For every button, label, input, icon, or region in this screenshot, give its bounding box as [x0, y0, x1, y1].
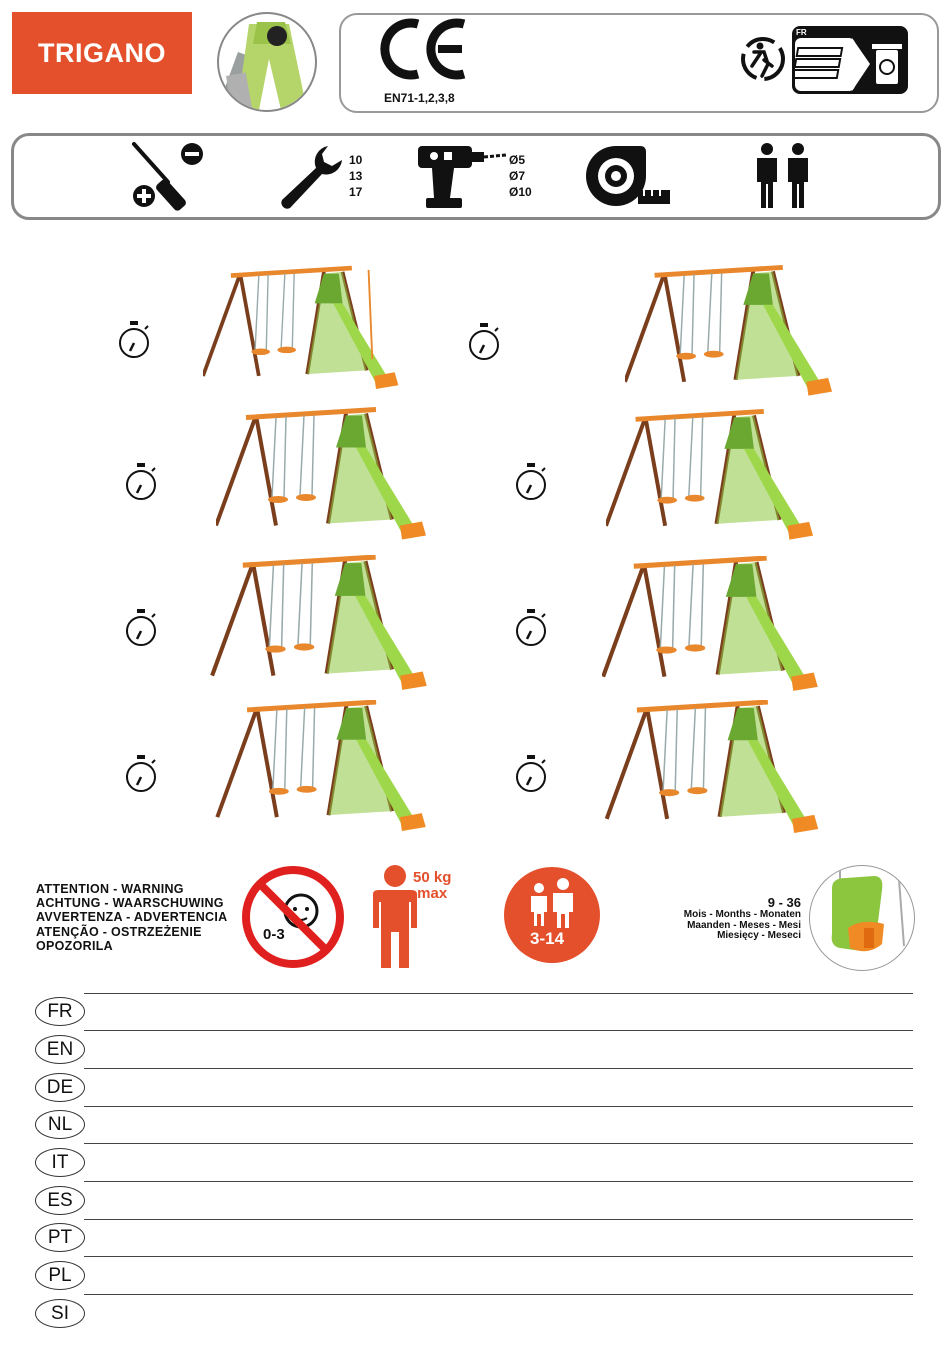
triman-icon: [740, 36, 786, 87]
lang-pl: PL: [35, 1261, 85, 1290]
baby-line: Maanden - Meses - Mesi: [687, 919, 801, 931]
wrench-icon: [276, 142, 346, 217]
wrench-size: 10: [349, 153, 363, 167]
two-persons-icon: [752, 142, 814, 215]
model-scene-5: [210, 555, 434, 698]
drill-size: Ø5: [509, 153, 526, 167]
warning-line: OPOZORILA: [36, 938, 114, 953]
wrench-size: 13: [349, 169, 363, 183]
max-weight-value: 50 kg: [413, 869, 452, 886]
wrench-size: 17: [349, 185, 363, 199]
stopwatch-icon: [124, 463, 158, 506]
model-scene-7: [214, 700, 434, 839]
lang-nl: NL: [35, 1110, 85, 1139]
warning-text: [36, 882, 227, 953]
stopwatch-icon: [124, 609, 158, 652]
model-scene-4: [606, 408, 818, 549]
divider: [84, 993, 913, 994]
no-age-label: 0-3: [263, 926, 285, 943]
tape-measure-icon: [586, 144, 672, 213]
max-weight-label: [413, 870, 451, 902]
country-badge: FR: [796, 28, 807, 37]
trigano-logo: TRIGANO: [12, 12, 192, 94]
lang-it: IT: [35, 1148, 85, 1177]
model-scene-2: [625, 262, 837, 407]
detail-thumbnail: [217, 12, 317, 112]
age-range-label: 3-14: [530, 929, 565, 948]
model-scene-1: [203, 258, 403, 405]
lang-pt: PT: [35, 1223, 85, 1252]
divider: [84, 1030, 913, 1031]
baby-line: Miesięcy - Meseci: [717, 930, 801, 941]
lang-es: ES: [35, 1186, 85, 1215]
stopwatch-icon: [467, 323, 501, 366]
baby-months: 9 - 36: [767, 895, 801, 910]
stopwatch-icon: [514, 463, 548, 506]
divider: [84, 1256, 913, 1257]
wrench-sizes: [349, 152, 362, 200]
ce-mark: [380, 18, 470, 85]
screwdriver-icon: [128, 140, 208, 217]
drill-size: Ø7: [509, 169, 526, 183]
standard-label: EN71-1,2,3,8: [384, 91, 455, 105]
divider: [84, 1068, 913, 1069]
max-weight-max: max: [417, 885, 448, 902]
warning-line: AVVERTENZA - ADVERTENCIA: [36, 910, 228, 925]
lang-fr: FR: [35, 997, 85, 1026]
baby-line: Mois - Months - Monaten: [683, 909, 801, 920]
divider: [84, 1181, 913, 1182]
lang-de: DE: [35, 1073, 85, 1102]
drill-sizes: [509, 152, 532, 200]
model-scene-6: [602, 556, 824, 699]
age-range-badge: [503, 866, 601, 969]
drill-size: Ø10: [509, 185, 532, 199]
no-under-3-icon: [241, 865, 345, 974]
warning-line: ATENÇÃO - OSTRZEŻENIE: [36, 924, 202, 939]
warning-line: ACHTUNG - WAARSCHUWING: [36, 896, 224, 911]
stopwatch-icon: [514, 609, 548, 652]
drill-icon: [416, 142, 508, 215]
stopwatch-icon: [124, 755, 158, 798]
model-scene-8: [596, 700, 834, 841]
divider: [84, 1219, 913, 1220]
baby-age-text: [670, 896, 801, 942]
model-scene-3: [216, 406, 431, 549]
divider: [84, 1143, 913, 1144]
lang-si: SI: [35, 1299, 85, 1328]
divider: [84, 1294, 913, 1295]
baby-seat-icon: [809, 865, 915, 971]
stopwatch-icon: [514, 755, 548, 798]
lang-en: EN: [35, 1035, 85, 1064]
stopwatch-icon: [117, 321, 151, 364]
divider: [84, 1106, 913, 1107]
warning-line: ATTENTION - WARNING: [36, 882, 184, 896]
recycling-info-icon: [792, 26, 908, 99]
